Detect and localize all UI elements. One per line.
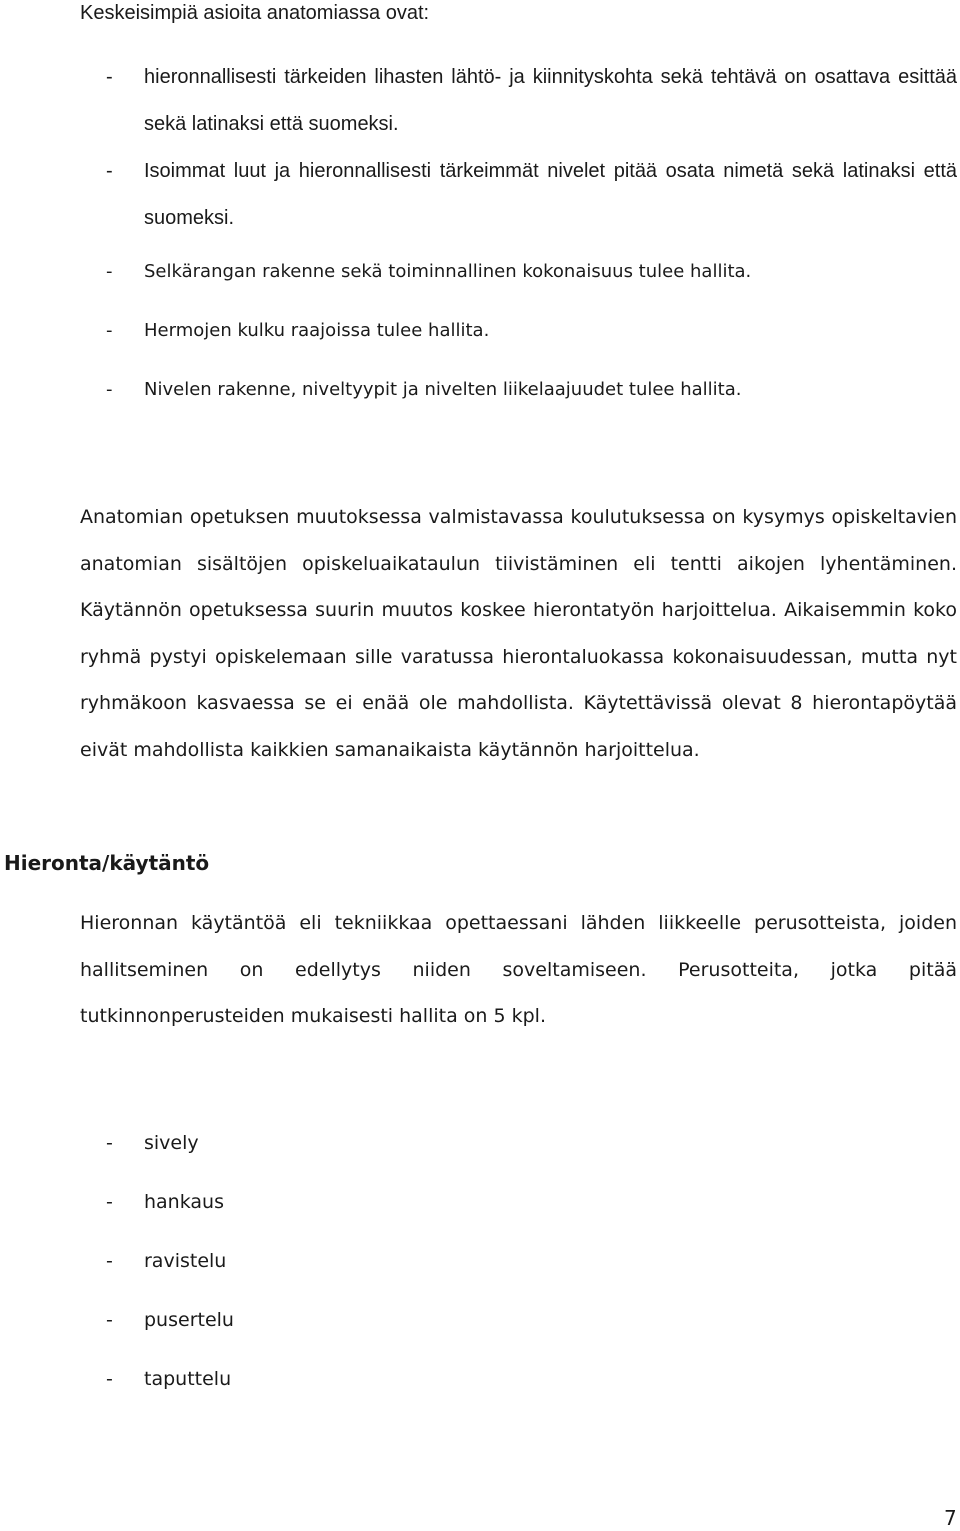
list-item-text: Hermojen kulku raajoissa tulee hallita.: [144, 320, 490, 341]
list-dash: -: [106, 1191, 113, 1213]
list-item-text: hieronnallisesti tärkeiden lihasten lähtö- ja kiinnityskohta sekä tehtävä on osattava esittää sekä latinaksi että suomeksi.: [144, 66, 957, 135]
list-item: [80, 54, 957, 148]
list-item: [80, 242, 957, 301]
list-item-text: Selkärangan rakenne sekä toiminnallinen kokonaisuus tulee hallita.: [144, 261, 752, 282]
list-item: [80, 1232, 234, 1291]
list-item-text: pusertelu: [144, 1309, 234, 1331]
technique-list: [80, 1114, 234, 1409]
list-item: [80, 1291, 234, 1350]
list-item-text: Nivelen rakenne, niveltyypit ja nivelten liikelaajuudet tulee hallita.: [144, 379, 742, 400]
intro-line: Keskeisimpiä asioita anatomiassa ovat:: [80, 2, 430, 24]
list-item-text: Isoimmat luut ja hieronnallisesti tärkeimmät nivelet pitää osata nimetä sekä latinaksi että suomeksi.: [144, 160, 957, 229]
anatomy-list: [80, 54, 957, 419]
list-dash: -: [106, 1132, 113, 1154]
list-item: [80, 1173, 234, 1232]
list-item: [80, 148, 957, 242]
list-dash: -: [106, 379, 113, 400]
list-dash: -: [106, 1309, 113, 1331]
list-dash: -: [106, 261, 113, 282]
list-dash: -: [106, 160, 113, 182]
list-item: [80, 301, 957, 360]
section-heading: Hieronta/käytäntö: [4, 851, 210, 875]
list-item-text: taputtelu: [144, 1368, 232, 1390]
anatomy-paragraph: Anatomian opetuksen muutoksessa valmistavassa koulutuksessa on kysymys opiskeltavien anatomian sisältöjen opiskeluaikataulun tiivistäminen eli tentti aikojen lyhentäminen. Käytännön opetuksessa suurin muutos koskee hierontatyön harjoittelua. Aikaisemmin koko ryhmä pystyi opiskelemaan sille varatussa hierontaluokassa kokonaisuudessan, mutta nyt ryhmäkoon kasvaessa se ei enää ole mahdollista. Käytettävissä olevat 8 hierontapöytää eivät mahdollista kaikkien samanaikaista käytännön harjoittelua.: [80, 506, 957, 761]
list-item: [80, 1114, 234, 1173]
list-item: [80, 1350, 234, 1409]
practice-paragraph: Hieronnan käytäntöä eli tekniikkaa opettaessani lähden liikkeelle perusotteista, joiden hallitseminen on edellytys niiden soveltamiseen. Perusotteita, jotka pitää tutkinnonperusteiden mukaisesti hallita on 5 kpl.: [80, 912, 957, 1027]
list-item: [80, 360, 957, 419]
list-dash: -: [106, 1368, 113, 1390]
list-item-text: sively: [144, 1132, 199, 1154]
list-dash: -: [106, 66, 113, 88]
page-number: 7: [944, 1506, 957, 1530]
list-item-text: ravistelu: [144, 1250, 227, 1272]
list-item-text: hankaus: [144, 1191, 224, 1213]
list-dash: -: [106, 320, 113, 341]
list-dash: -: [106, 1250, 113, 1272]
